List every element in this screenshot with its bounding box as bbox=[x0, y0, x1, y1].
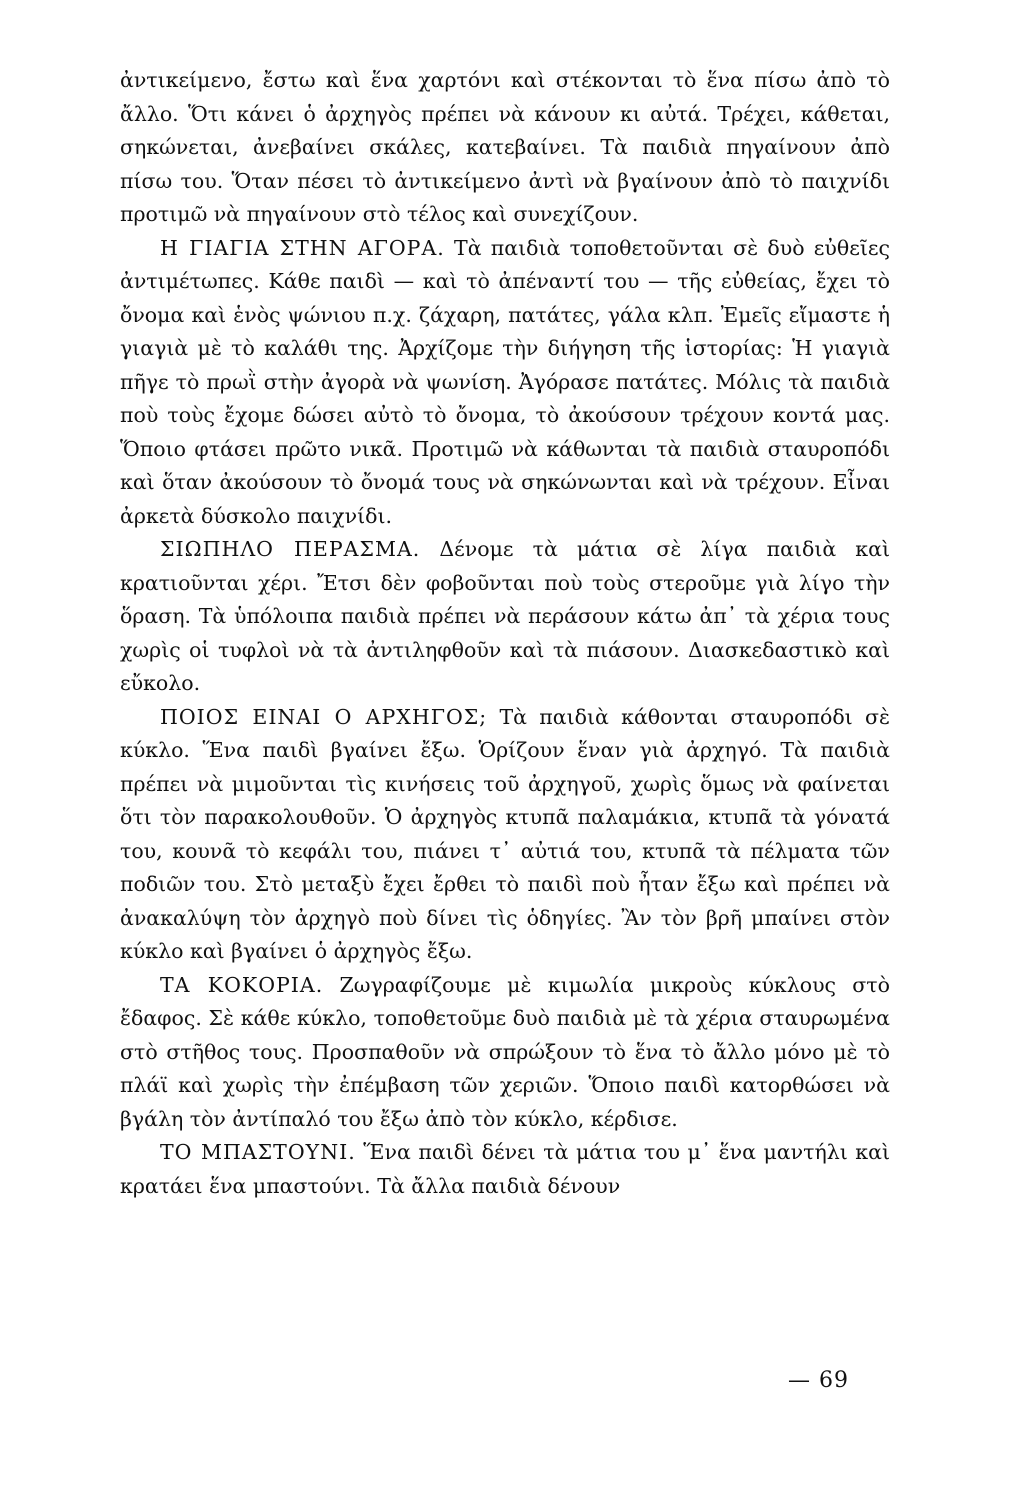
paragraph-poios-einai-o-archigos bbox=[120, 701, 890, 969]
paragraph-text: Δένομε τὰ μάτια σὲ λίγα παιδιὰ καὶ κρατιοῦνται χέρι. Ἔτσι δὲν φοβοῦνται ποὺ τοὺς στεροῦμε γιὰ λίγο τὴν ὅραση. Τὰ ὑπόλοιπα παιδιὰ πρέπει νὰ περάσουν κάτω ἀπ᾽ τὰ χέρια τους χωρὶς οἱ τυφλοὶ νὰ τὰ ἀντιληφθοῦν καὶ τὰ πιάσουν. Διασκεδαστικὸ καὶ εὔκολο. bbox=[120, 537, 890, 695]
body-text bbox=[120, 64, 890, 1203]
paragraph-continuation bbox=[120, 64, 890, 232]
paragraph-ta-kokoria bbox=[120, 969, 890, 1137]
paragraph-text: Ἕνα παιδὶ δένει τὰ μάτια του μ᾽ ἕνα μαντήλι καὶ κρατάει ἕνα μπαστούνι. Τὰ ἄλλα παιδιὰ δένουν bbox=[120, 1140, 890, 1198]
game-heading: ΣΙΩΠΗΛΟ ΠΕΡΑΣΜΑ. bbox=[160, 537, 421, 561]
paragraph-to-bastouni bbox=[120, 1136, 890, 1203]
paragraph-giagia-stin-agora bbox=[120, 232, 890, 534]
paragraph-text: ἀντικείμενο, ἔστω καὶ ἕνα χαρτόνι καὶ στέκονται τὸ ἕνα πίσω ἀπὸ τὸ ἄλλο. Ὅτι κάνει ὁ ἀρχηγὸς πρέπει νὰ κάνουν κι αὐτά. Τρέχει, κάθεται, σηκώνεται, ἀνεβαίνει σκάλες, κατεβαίνει. Τὰ παιδιὰ πηγαίνουν ἀπὸ πίσω του. Ὅταν πέσει τὸ ἀντικείμενο ἀντὶ νὰ βγαίνουν ἀπὸ τὸ παιχνίδι προτιμῶ νὰ πηγαίνουν στὸ τέλος καὶ συνεχίζουν. bbox=[120, 68, 890, 226]
game-heading: Η ΓΙΑΓΙΑ ΣΤΗΝ ΑΓΟΡΑ. bbox=[160, 235, 445, 260]
paragraph-text: Τὰ παιδιὰ κάθονται σταυροπόδι σὲ κύκλο. Ἕνα παιδὶ βγαίνει ἔξω. Ὁρίζουν ἕναν γιὰ ἀρχηγό. Τὰ παιδιὰ πρέπει νὰ μιμοῦνται τὶς κινήσεις τοῦ ἀρχηγοῦ, χωρὶς ὅμως νὰ φαίνεται ὅτι τὸν παρακολουθοῦν. Ὁ ἀρχηγὸς κτυπᾶ παλαμάκια, κτυπᾶ τὰ γόνατά του, κουνᾶ τὸ κεφάλι του, πιάνει τ᾽ αὐτιά του, κτυπᾶ τὰ πέλματα τῶν ποδιῶν του. Στὸ μεταξὺ ἔχει ἔρθει τὸ παιδὶ ποὺ ἦταν ἔξω καὶ πρέπει νὰ ἀνακαλύψη τὸν ἀρχηγὸ ποὺ δίνει τὶς ὁδηγίες. Ἂν τὸν βρῆ μπαίνει στὸν κύκλο καὶ βγαίνει ὁ ἀρχηγὸς ἔξω. bbox=[120, 704, 890, 963]
game-heading: ΤΑ ΚΟΚΟΡΙΑ. bbox=[160, 972, 324, 997]
paragraph-siopilo-perasma bbox=[120, 533, 890, 701]
game-heading: ΠΟΙΟΣ ΕΙΝΑΙ Ο ΑΡΧΗΓΟΣ; bbox=[160, 704, 488, 729]
paragraph-text: Τὰ παιδιὰ τοποθετοῦνται σὲ δυὸ εὐθεῖες ἀντιμέτωπες. Κάθε παιδὶ — καὶ τὸ ἀπέναντί του — τῆς εὐθείας, ἔχει τὸ ὄνομα καὶ ἑνὸς ψώνιου π.χ. ζάχαρη, πατάτες, γάλα κλπ. Ἐμεῖς εἴμαστε ἡ γιαγιὰ μὲ τὸ καλάθι της. Ἀρχίζομε τὴν διήγηση τῆς ἱστορίας: Ἡ γιαγιὰ πῆγε τὸ πρωῒ στὴν ἀγορὰ νὰ ψωνίση. Ἀγόρασε πατάτες. Μόλις τὰ παιδιὰ ποὺ τοὺς ἔχομε δώσει αὐτὸ τὸ ὄνομα, τὸ ἀκούσουν τρέχουν κοντά μας. Ὅποιο φτάσει πρῶτο νικᾶ. Προτιμῶ νὰ κάθωνται τὰ παιδιὰ σταυροπόδι καὶ ὅταν ἀκούσουν τὸ ὄνομά τους νὰ σηκώνωνται καὶ νὰ τρέχουν. Εἶναι ἀρκετὰ δύσκολο παιχνίδι. bbox=[120, 235, 890, 528]
game-heading: ΤΟ ΜΠΑΣΤΟΥΝΙ. bbox=[160, 1140, 356, 1164]
page-number: — 69 bbox=[788, 1368, 849, 1393]
paragraph-text: Ζωγραφίζουμε μὲ κιμωλία μικροὺς κύκλους στὸ ἔδαφος. Σὲ κάθε κύκλο, τοποθετοῦμε δυὸ παιδιὰ μὲ τὰ χέρια σταυρωμένα στὸ στῆθος τους. Προσπαθοῦν νὰ σπρώξουν τὸ ἕνα τὸ ἄλλο μόνο μὲ τὸ πλάϊ καὶ χωρὶς τὴν ἐπέμβαση τῶν χεριῶν. Ὅποιο παιδὶ κατορθώσει νὰ βγάλη τὸν ἀντίπαλό του ἔξω ἀπὸ τὸν κύκλο, κέρδισε. bbox=[120, 972, 890, 1131]
